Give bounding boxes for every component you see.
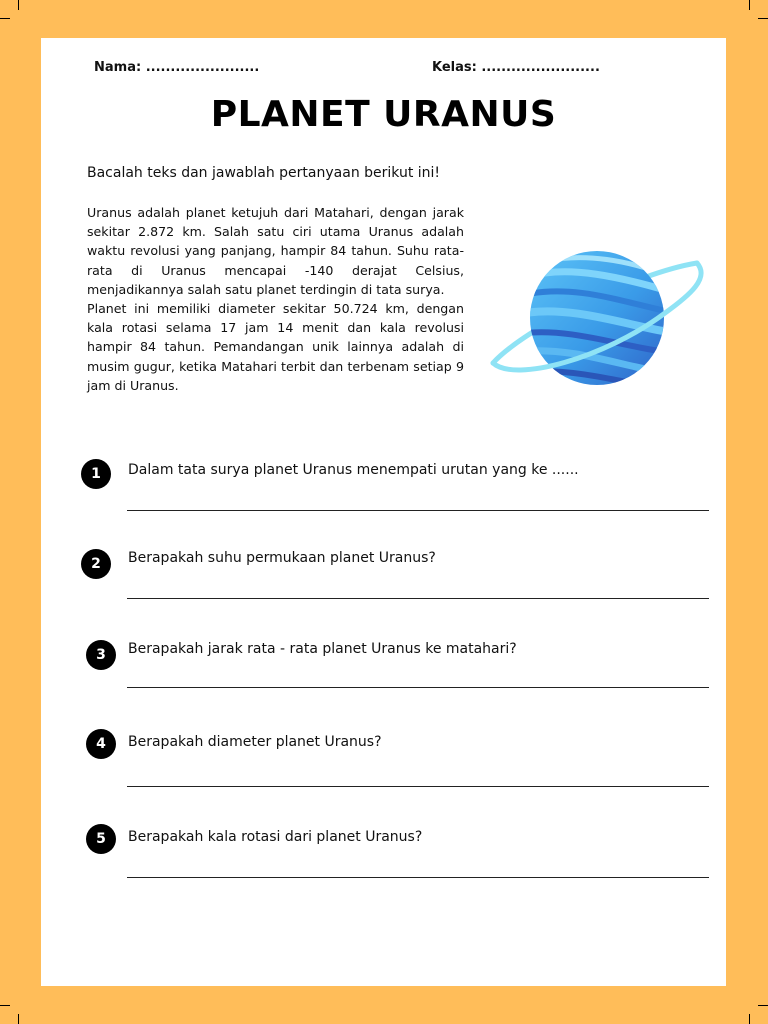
answer-line[interactable] [127, 877, 709, 878]
question-text: Berapakah diameter planet Uranus? [128, 734, 382, 750]
class-field[interactable]: Kelas: ........................ [432, 60, 600, 75]
name-field[interactable]: Nama: ....................... [94, 60, 260, 75]
crop-mark [749, 1014, 750, 1024]
question-number-badge: 3 [86, 640, 116, 670]
reading-passage [87, 203, 464, 395]
question-number-badge: 2 [81, 549, 111, 579]
question-number-badge: 4 [86, 729, 116, 759]
answer-line[interactable] [127, 598, 709, 599]
instruction-text: Bacalah teks dan jawablah pertanyaan berikut ini! [87, 165, 441, 181]
crop-mark [758, 18, 768, 19]
question-text: Berapakah jarak rata - rata planet Uranus ke matahari? [128, 641, 517, 657]
passage-paragraph: Planet ini memiliki diameter sekitar 50.724 km, dengan kala rotasi selama 17 jam 14 menit dan kala revolusi hampir 84 tahun. Pemandangan unik lainnya adalah di musim gugur, ketika Matahari terbit dan terbenam setiap 9 jam di Uranus. [87, 301, 464, 393]
answer-line[interactable] [127, 510, 709, 511]
worksheet [41, 38, 726, 986]
question-number-badge: 1 [81, 459, 111, 489]
crop-mark [749, 0, 750, 10]
crop-mark [758, 1005, 768, 1006]
question-text: Berapakah suhu permukaan planet Uranus? [128, 550, 436, 566]
uranus-planet-icon [485, 233, 710, 407]
crop-mark [18, 1014, 19, 1024]
passage-paragraph: Uranus adalah planet ketujuh dari Matahari, dengan jarak sekitar 2.872 km. Salah satu ciri utama Uranus adalah waktu revolusi yang panjang, hampir 84 tahun. Suhu rata-rata di Uranus mencapai -140 derajat Celsius, menjadikannya salah satu planet terdingin di tata surya. [87, 205, 464, 297]
question-text: Berapakah kala rotasi dari planet Uranus? [128, 829, 423, 845]
page-title: PLANET URANUS [210, 94, 557, 135]
question-text: Dalam tata surya planet Uranus menempati urutan yang ke ...... [128, 462, 579, 478]
answer-line[interactable] [127, 786, 709, 787]
crop-mark [0, 1005, 10, 1006]
answer-line[interactable] [127, 687, 709, 688]
crop-mark [18, 0, 19, 10]
question-number-badge: 5 [86, 824, 116, 854]
crop-mark [0, 18, 10, 19]
